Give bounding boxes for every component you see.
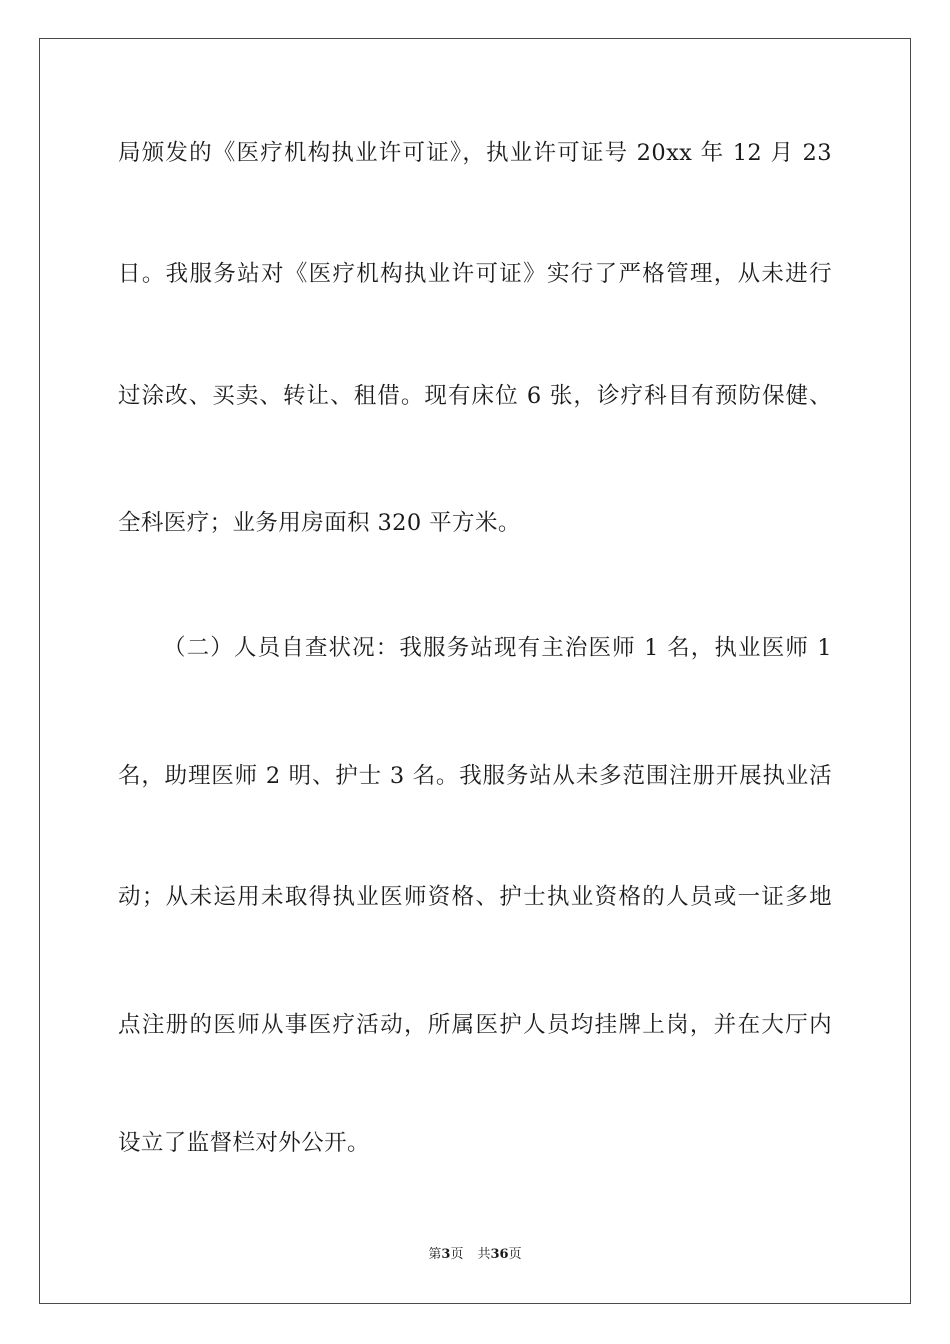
text-line: 动；从未运用未取得执业医师资格、护士执业资格的人员或一证多地 [118,884,832,910]
text-line: 过涂改、买卖、转让、租借。现有床位 6 张，诊疗科目有预防保健、 [118,383,832,409]
text-line: 设立了监督栏对外公开。 [118,1130,370,1156]
footer-page-number: 3 [441,1247,451,1262]
footer-total-suffix: 页 [508,1247,522,1262]
page-border [39,38,911,1304]
text-line: 全科医疗；业务用房面积 320 平方米。 [118,510,521,536]
text-line: 局颁发的《医疗机构执业许可证》，执业许可证号 20xx 年 12 月 23 [118,140,832,166]
footer-page-suffix: 页 [450,1247,464,1262]
footer-page-prefix: 第 [428,1247,442,1262]
page-footer [0,1246,950,1264]
text-line: （二）人员自查状况：我服务站现有主治医师 1 名，执业医师 1 [163,635,832,661]
footer-total-pages: 36 [490,1247,509,1262]
text-line: 日。我服务站对《医疗机构执业许可证》实行了严格管理，从未进行 [118,261,832,287]
text-line: 点注册的医师从事医疗活动，所属医护人员均挂牌上岗，并在大厅内 [118,1012,832,1038]
footer-total-prefix: 共 [477,1247,491,1262]
text-line: 名，助理医师 2 明、护士 3 名。我服务站从未多范围注册开展执业活 [118,763,832,789]
